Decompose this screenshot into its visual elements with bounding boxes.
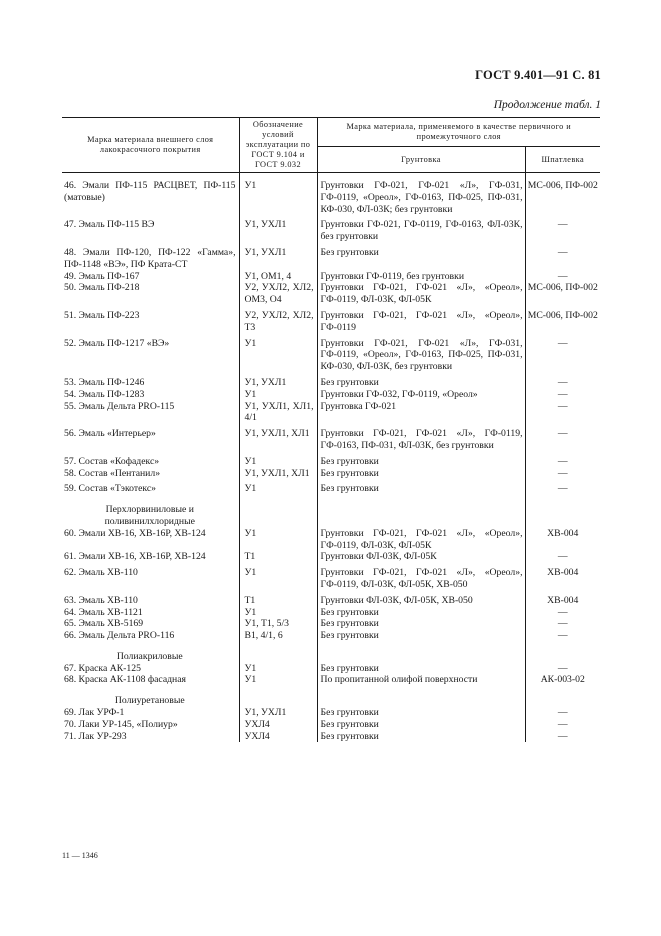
putty-cell: МС-006, ПФ-002 — [525, 306, 600, 334]
primer-cell: Без грунтовки — [317, 630, 525, 642]
putty-cell: ХВ-004 — [525, 563, 600, 591]
table-row — [62, 591, 600, 607]
conditions-cell: У1, УХЛ1, ХЛ1, 4/1 — [239, 401, 317, 425]
material-name-cell: 50. Эмаль ПФ-218 — [64, 282, 140, 294]
table-row — [62, 401, 600, 425]
putty-cell: — — [525, 618, 600, 630]
putty-cell: — — [525, 719, 600, 731]
primer-cell: Без грунтовки — [317, 468, 525, 480]
primer-cell: Грунтовки ГФ-0119, без грунтовки — [317, 271, 525, 283]
conditions-cell: У1 — [239, 674, 317, 686]
material-name-cell: 47. Эмаль ПФ-115 ВЭ — [64, 219, 155, 231]
primer-cell: Без грунтовки — [317, 452, 525, 468]
material-name-cell: 62. Эмаль ХВ-110 — [64, 567, 138, 579]
primer-cell: Без грунтовки — [317, 663, 525, 675]
material-name-cell: 70. Лаки УР-145, «Полиур» — [64, 718, 178, 730]
material-name-cell: 71. Лак УР-293 — [64, 730, 127, 742]
conditions-cell: У2, УХЛ2, ХЛ2, Т3 — [239, 306, 317, 334]
conditions-cell: У1, УХЛ1 — [239, 373, 317, 389]
putty-cell: — — [525, 707, 600, 719]
table-row — [62, 563, 600, 591]
material-name-cell: 56. Эмаль «Интерьер» — [64, 428, 156, 440]
table-row — [62, 215, 600, 243]
putty-cell: — — [525, 243, 600, 271]
putty-cell: — — [525, 401, 600, 425]
primer-cell: По пропитанной олифой поверхности — [317, 674, 525, 686]
conditions-cell: У1, УХЛ1 — [239, 215, 317, 243]
primer-cell: Грунтовки ГФ-021, ГФ-0119, ГФ-0163, ФЛ-03К, без грунтовки — [317, 215, 525, 243]
putty-cell: — — [525, 452, 600, 468]
material-name-cell: 54. Эмаль ПФ-1283 — [64, 388, 145, 400]
material-name-cell: 64. Эмаль ХВ-1121 — [64, 606, 143, 618]
empty-cell — [239, 686, 317, 707]
header-primary-layer: Марка материала, применяемого в качестве первичного и промежуточного слоя — [317, 118, 600, 147]
table-row — [62, 479, 600, 495]
table-row — [62, 468, 600, 480]
primer-cell: Без грунтовки — [317, 731, 525, 743]
conditions-cell: У1 — [239, 563, 317, 591]
putty-cell: — — [525, 731, 600, 743]
putty-cell: — — [525, 424, 600, 452]
table-row — [62, 389, 600, 401]
empty-cell — [525, 642, 600, 663]
material-name-cell: 60. Эмали ХВ-16, ХВ-16Р, ХВ-124 — [64, 527, 206, 539]
conditions-cell: У1 — [239, 528, 317, 552]
material-name-cell: 46. Эмали ПФ-115 РАСЦВЕТ, ПФ-115 (матовые) — [64, 180, 236, 203]
putty-cell: — — [525, 389, 600, 401]
table-row — [62, 282, 600, 306]
conditions-cell: У1, УХЛ1 — [239, 707, 317, 719]
material-name-cell: 59. Состав «Тэкотекс» — [64, 483, 157, 495]
conditions-cell: У1 — [239, 452, 317, 468]
conditions-cell: У1, УХЛ1 — [239, 243, 317, 271]
header-conditions: Обозначение условий эксплуатации по ГОСТ 9.104 и ГОСТ 9.032 — [239, 118, 317, 173]
putty-cell: — — [525, 630, 600, 642]
conditions-cell: У1, УХЛ1, ХЛ1 — [239, 424, 317, 452]
material-name-cell: 67. Краска АК-125 — [64, 662, 141, 674]
table-row — [62, 551, 600, 563]
conditions-cell: У1, Т1, 5/3 — [239, 618, 317, 630]
putty-cell: АК-003-02 — [525, 674, 600, 686]
table-continuation-label: Продолжение табл. 1 — [493, 99, 601, 111]
putty-cell: — — [525, 215, 600, 243]
primer-cell: Грунтовки ГФ-021, ГФ-021 «Л», «Ореол», ГФ-0119, ФЛ-03К, ФЛ-05К, ХВ-050 — [317, 563, 525, 591]
empty-cell — [317, 642, 525, 663]
primer-cell: Грунтовки ГФ-021, ГФ-021 «Л», «Ореол», ГФ-0119, ФЛ-03К, ФЛ-05К — [317, 528, 525, 552]
primer-cell: Грунтовки ФЛ-03К, ФЛ-05К — [317, 551, 525, 563]
conditions-cell: Т1 — [239, 551, 317, 563]
table-row — [62, 719, 600, 731]
table-row — [62, 334, 600, 373]
page-header: ГОСТ 9.401—91 С. 81 — [475, 68, 601, 82]
table-row — [62, 528, 600, 552]
putty-cell: — — [525, 607, 600, 619]
section-title: Полиуретановые — [114, 695, 185, 707]
primer-cell: Грунтовки ГФ-021, ГФ-021 «Л», ГФ-031, ГФ-0119, «Ореол», ГФ-0163, ПФ-025, ПФ-031, КФ-030, ФЛ-03К; без грунтовки — [317, 173, 525, 216]
table-row — [62, 173, 600, 216]
primer-cell: Без грунтовки — [317, 719, 525, 731]
empty-cell — [239, 495, 317, 528]
material-name-cell: 48. Эмали ПФ-120, ПФ-122 «Гамма», ПФ-1148 «ВЭ», ПФ Крата-СТ — [64, 246, 236, 270]
conditions-cell: У1 — [239, 663, 317, 675]
putty-cell: — — [525, 373, 600, 389]
table-row — [62, 731, 600, 743]
primer-cell: Грунтовки ГФ-021, ГФ-021 «Л», «Ореол», ГФ-0119 — [317, 306, 525, 334]
conditions-cell: УХЛ4 — [239, 731, 317, 743]
empty-cell — [239, 642, 317, 663]
primer-cell: Без грунтовки — [317, 243, 525, 271]
material-name-cell: 69. Лак УРФ-1 — [64, 707, 125, 719]
conditions-cell: У1 — [239, 607, 317, 619]
primer-cell: Грунтовки ГФ-032, ГФ-0119, «Ореол» — [317, 389, 525, 401]
table-row — [62, 663, 600, 675]
conditions-cell: У1 — [239, 334, 317, 373]
material-name-cell: 58. Состав «Пентанил» — [64, 467, 161, 479]
material-name-cell: 61. Эмали ХВ-16, ХВ-16Р, ХВ-124 — [64, 551, 206, 563]
primer-cell: Без грунтовки — [317, 373, 525, 389]
table-row — [62, 607, 600, 619]
table-row — [62, 271, 600, 283]
empty-cell — [525, 495, 600, 528]
conditions-cell: У1 — [239, 479, 317, 495]
primer-cell: Без грунтовки — [317, 479, 525, 495]
primer-cell: Грунтовки ГФ-021, ГФ-021 «Л», «Ореол», ГФ-0119, ФЛ-03К, ФЛ-05К — [317, 282, 525, 306]
section-title: Полиакриловые — [116, 650, 183, 662]
table-row — [62, 452, 600, 468]
table-row — [62, 618, 600, 630]
page-footer: 11 — 1346 — [62, 851, 98, 860]
empty-cell — [317, 495, 525, 528]
section-row — [62, 642, 600, 663]
putty-cell: — — [525, 468, 600, 480]
primer-cell: Грунтовка ГФ-021 — [317, 401, 525, 425]
putty-cell: — — [525, 551, 600, 563]
putty-cell: — — [525, 479, 600, 495]
material-name-cell: 63. Эмаль ХВ-110 — [64, 594, 138, 606]
primer-cell: Грунтовки ФЛ-03К, ФЛ-05К, ХВ-050 — [317, 591, 525, 607]
material-name-cell: 49. Эмаль ПФ-167 — [64, 270, 140, 282]
putty-cell: — — [525, 663, 600, 675]
primer-cell: Без грунтовки — [317, 607, 525, 619]
putty-cell: МС-006, ПФ-002 — [525, 173, 600, 216]
material-name-cell: 66. Эмаль Дельта PRO-116 — [64, 630, 175, 642]
table-row — [62, 424, 600, 452]
primer-cell: Без грунтовки — [317, 618, 525, 630]
table-row — [62, 630, 600, 642]
conditions-cell: У2, УХЛ2, ХЛ2, ОМ3, О4 — [239, 282, 317, 306]
header-outer-layer: Марка материала внешнего слоя лакокрасочного покрытия — [62, 118, 239, 173]
empty-cell — [317, 686, 525, 707]
table-row — [62, 707, 600, 719]
conditions-cell: УХЛ4 — [239, 719, 317, 731]
materials-table — [62, 117, 600, 742]
conditions-cell: У1 — [239, 173, 317, 216]
material-name-cell: 53. Эмаль ПФ-1246 — [64, 376, 145, 388]
primer-cell: Без грунтовки — [317, 707, 525, 719]
primer-cell: Грунтовки ГФ-021, ГФ-021 «Л», ГФ-0119, ГФ-0163, ПФ-031, ФЛ-03К, без грунтовки — [317, 424, 525, 452]
table-body — [62, 173, 600, 743]
section-row — [62, 495, 600, 528]
material-name-cell: 57. Состав «Кофадекс» — [64, 455, 160, 467]
putty-cell: — — [525, 271, 600, 283]
material-name-cell: 68. Краска АК-1108 фасадная — [64, 674, 187, 686]
primer-cell: Грунтовки ГФ-021, ГФ-021 «Л», ГФ-031, ГФ-0119, «Ореол», ГФ-0163, ПФ-025, ПФ-031, КФ-030, ФЛ-03К, без грунтовки — [317, 334, 525, 373]
table-row — [62, 674, 600, 686]
table-row — [62, 306, 600, 334]
conditions-cell: У1, ОМ1, 4 — [239, 271, 317, 283]
header-primer: Грунтовка — [317, 147, 525, 173]
conditions-cell: У1, УХЛ1, ХЛ1 — [239, 468, 317, 480]
header-putty: Шпатлевка — [525, 147, 600, 173]
conditions-cell: Т1 — [239, 591, 317, 607]
putty-cell: — — [525, 334, 600, 373]
material-name-cell: 52. Эмаль ПФ-1217 «ВЭ» — [64, 337, 170, 349]
section-row — [62, 686, 600, 707]
table-row — [62, 243, 600, 271]
putty-cell: ХВ-004 — [525, 591, 600, 607]
material-name-cell: 65. Эмаль ХВ-5169 — [64, 618, 144, 630]
material-name-cell: 55. Эмаль Дельта PRO-115 — [64, 400, 175, 412]
putty-cell: МС-006, ПФ-002 — [525, 282, 600, 306]
conditions-cell: В1, 4/1, 6 — [239, 630, 317, 642]
section-title: Перхлорвиниловые и поливинилхлоридные — [104, 504, 195, 527]
table-row — [62, 373, 600, 389]
conditions-cell: У1 — [239, 389, 317, 401]
empty-cell — [525, 686, 600, 707]
material-name-cell: 51. Эмаль ПФ-223 — [64, 309, 140, 321]
putty-cell: ХВ-004 — [525, 528, 600, 552]
